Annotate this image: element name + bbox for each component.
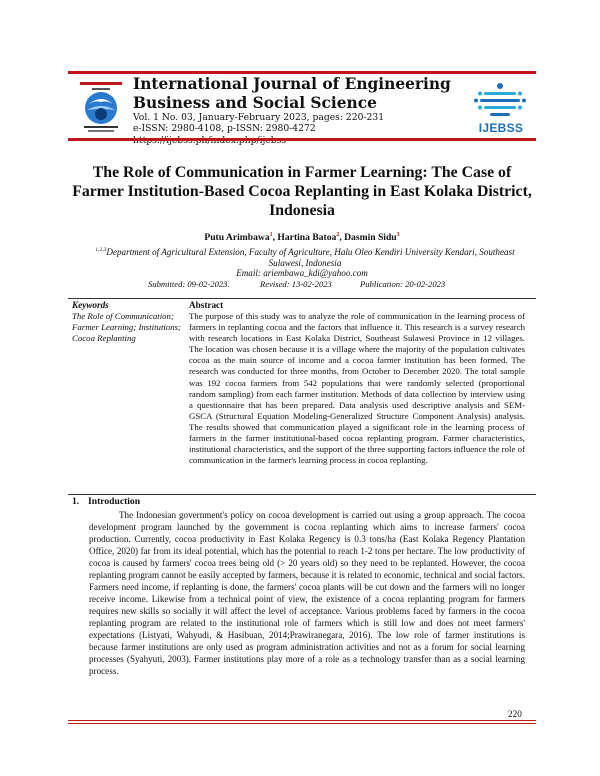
author-list: Putu Arimbawa$^1$, Hartina Batoa$^2$, Dasmin Sidu$^3$ xyxy=(204,232,400,244)
introduction-body: The Indonesian government's policy on cocoa development is carried out using a group approach. The cocoa development program launched by the government is cocoa replanting which aims to increase farmers' cocoa production. Currently, cocoa productivity in East Kolaka Regency is 0.3 tons/ha (East Kolaka Regency Plantation Office, 2020) far from its ideal potential, which has the potential to reach 1-2 tons per hectare. The low productivity of cocoa is caused by farmers' cocoa trees being old (> 20 years old) so they need to be replanted. However, the cocoa replanting program cannot be easily accepted by farmers, because it is related to economic, technical and social factors. Farmers need income, if replanting is done, the farmers' cocoa plants will be cut down and the farmers will no longer receive income. Likewise from a technical point of view, the existence of a cocoa replanting program for farmers requires new skills so socially it will affect the level of acceptance. Various problems faced by farmers in the cocoa replanting program are related to the institutional role of farmers which is still low and does not meet farmers' expectations (Listyati, Wahyudi, & Hasibuan, 2014;Prawiranegara, 2016). The low role of farmer institutions is because farmer institutions are only used as program administration activities and not as a forum for social learning processes (Syahyuti, 2003). Farmer institutions play more of a role as a technology transfer than as a social learning process. xyxy=(89,510,525,676)
footer-rule xyxy=(68,720,536,721)
issn-line: e-ISSN: 2980-4108, p-ISSN: 2980-4272 xyxy=(133,123,316,135)
keywords-heading: Keywords xyxy=(72,300,109,310)
header-bottom-rule xyxy=(68,138,536,141)
abstract-heading: Abstract xyxy=(189,300,224,310)
page-number: 220 xyxy=(508,709,522,719)
abstract-body: The purpose of this study was to analyze the role of communication in the learning process of farmers in replanting cocoa and the factors that influence it. This research is a survey research with research locations in East Kolaka District, Southeast Sulawesi Province in 12 villages. The location was chosen because it is a village where the majority of the population cultivates cocoa as the main source of income and a cocoa farmer institution has been formed. The research was conducted for three months, from October to December 2020. The total sample was 192 cocoa farmers from 542 populations that were randomly selected (proportional random sampling) from each farmer institution. Methods of data collection by interview using a questionnaire that has been prepared. Data analysis used descriptive analysis and SEM-GSCA (Structural Equation Modeling-Generalized Structure Component Analysis) analysis. The results showed that communication played a significant role in the learning process of farmers in the farmer institutional-based cocoa replanting program. Farmer characteristics, institutional characteristics, and the support of the three supporting factors influence the role of communication in the farmer's learning process in cocoa replanting. xyxy=(189,311,525,466)
section-heading-introduction xyxy=(72,496,140,507)
affiliation-text: Department of Agricultural Extension, Faculty of Agriculture, Halu Oleo Kendiri University Kendari, Southeast Sulawesi, Indonesia xyxy=(106,247,515,269)
header-top-rule xyxy=(68,71,536,74)
affiliation xyxy=(80,245,530,269)
affiliation-sup: 1,2,3 xyxy=(95,247,107,253)
author-sup: 3 xyxy=(396,232,400,238)
journal-cover-logo xyxy=(76,80,126,134)
publication-date: Publication: 20-02-2023 xyxy=(360,279,446,289)
author-sup: 1 xyxy=(269,232,273,238)
keywords-list: The Role of Communication; Farmer Learning; Institutions; Cocoa Replanting xyxy=(72,311,181,344)
abstract-bottom-rule xyxy=(68,494,536,495)
journal-meta xyxy=(133,112,384,146)
footer-rule-secondary xyxy=(68,723,536,724)
section-title: Introduction xyxy=(88,496,141,507)
section-number: 1. xyxy=(72,496,80,507)
volume-line: Vol. 1 No. 03, January-February 2023, pages: 220-231 xyxy=(133,112,385,123)
journal-title: International Journal of Engineering Business and Social Science xyxy=(133,75,451,112)
submitted-date: Submitted: 09-02-2023. xyxy=(148,279,230,289)
author-name: Hartina Batoa xyxy=(277,232,337,244)
paper-title: The Role of Communication in Farmer Learning: The Case of Farmer Institution-Based Cocoa Replanting in East Kolaka District, Indonesia xyxy=(72,164,532,219)
corresponding-email[interactable]: Email: ariembawa_kdi@yahoo.com xyxy=(236,268,368,278)
author-name: Putu Arimbawa xyxy=(204,232,270,244)
ijebss-logo-text: IJEBSS xyxy=(478,121,524,135)
author-name: Dasmin Sidu xyxy=(344,232,397,244)
author-sup: 2 xyxy=(336,232,340,238)
revised-date: Revised: 13-02-2023 xyxy=(260,279,332,289)
abstract-top-rule xyxy=(68,298,536,299)
